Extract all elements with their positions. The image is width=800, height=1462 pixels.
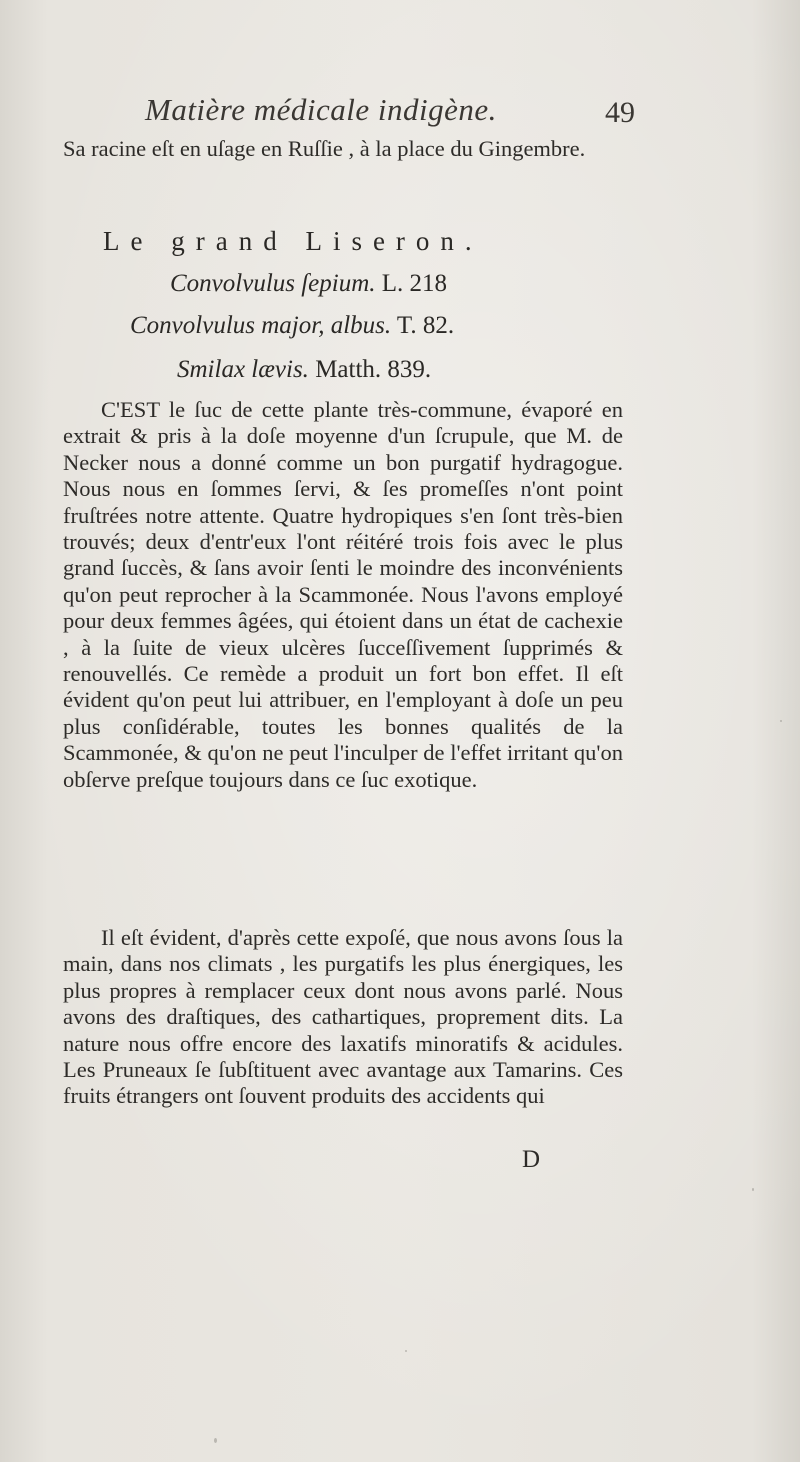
paragraph-text: C'EST le ſuc de cette plante très-commune, évaporé en extrait & pris à la doſe moyenne d'un ſcrupule, que M. de Necker nous a donné comme un bon purgatif hydragogue. Nous nous en ſommes ſervi, & ſes promeſſes n'ont point fruſtrées notre attente. Quatre hydropiques s'en ſont très-bien trouvés; deux d'entr'eux l'ont réitéré trois fois avec le plus grand ſuccès, & ſans avoir ſenti le moindre des inconvénients qu'on peut reprocher à la Scammonée. Nous l'avons employé pour deux femmes âgées, qui étoient dans un état de cachexie , à la ſuite de vieux ulcères ſucceſſivement ſupprimés & renouvellés. Ce remède a produit un fort bon effet. Il eſt évident qu'on peut lui attribuer, en l'employant à doſe un peu plus conſidérable, toutes les bonnes qualités de la Scammonée, & qu'on ne peut l'inculper de l'effet irritant qu'on obſerve preſque toujours dans ce ſuc exotique. (63, 397, 623, 792)
synonym-reference: Matth. 839. (308, 356, 432, 383)
synonym-line (177, 356, 431, 384)
section-title: Le grand Liseron. (103, 226, 483, 256)
synonym-reference: T. 82. (391, 312, 455, 339)
paper-speck (752, 1188, 754, 1191)
body-paragraph (63, 925, 623, 1110)
paper-speck (214, 1438, 217, 1443)
paper-speck (780, 720, 782, 722)
synonym-reference: L. 218 (375, 270, 448, 297)
signature-mark: D (522, 1146, 541, 1173)
synonym-latin-name: Convolvulus major, albus. (130, 312, 392, 339)
page-number: 49 (605, 96, 635, 129)
synonym-line (170, 270, 447, 298)
synonym-latin-name: Convolvulus ſepium. (170, 270, 376, 297)
running-head-title: Matière médicale indigène. (145, 92, 497, 127)
intro-text: Sa racine eſt en uſage en Ruſſie , à la place du Gingembre. (63, 136, 586, 161)
intro-paragraph (63, 136, 623, 162)
paper-speck (405, 1350, 407, 1352)
synonym-latin-name: Smilax lævis. (177, 356, 309, 383)
running-head (145, 92, 635, 136)
synonym-line (130, 312, 454, 340)
paragraph-text: Il eſt évident, d'après cette expoſé, que nous avons ſous la main, dans nos climats , les purgatifs les plus énergiques, les plus propres à remplacer ceux dont nous avons parlé. Nous avons des draſtiques, des cathartiques, proprement dits. La nature nous offre encore des laxatifs minoratifs & acidules. Les Pruneaux ſe ſubſtituent avec avantage aux Tamarins. Ces fruits étrangers ont ſouvent produits des accidents qui (63, 925, 623, 1109)
body-paragraph (63, 397, 623, 793)
